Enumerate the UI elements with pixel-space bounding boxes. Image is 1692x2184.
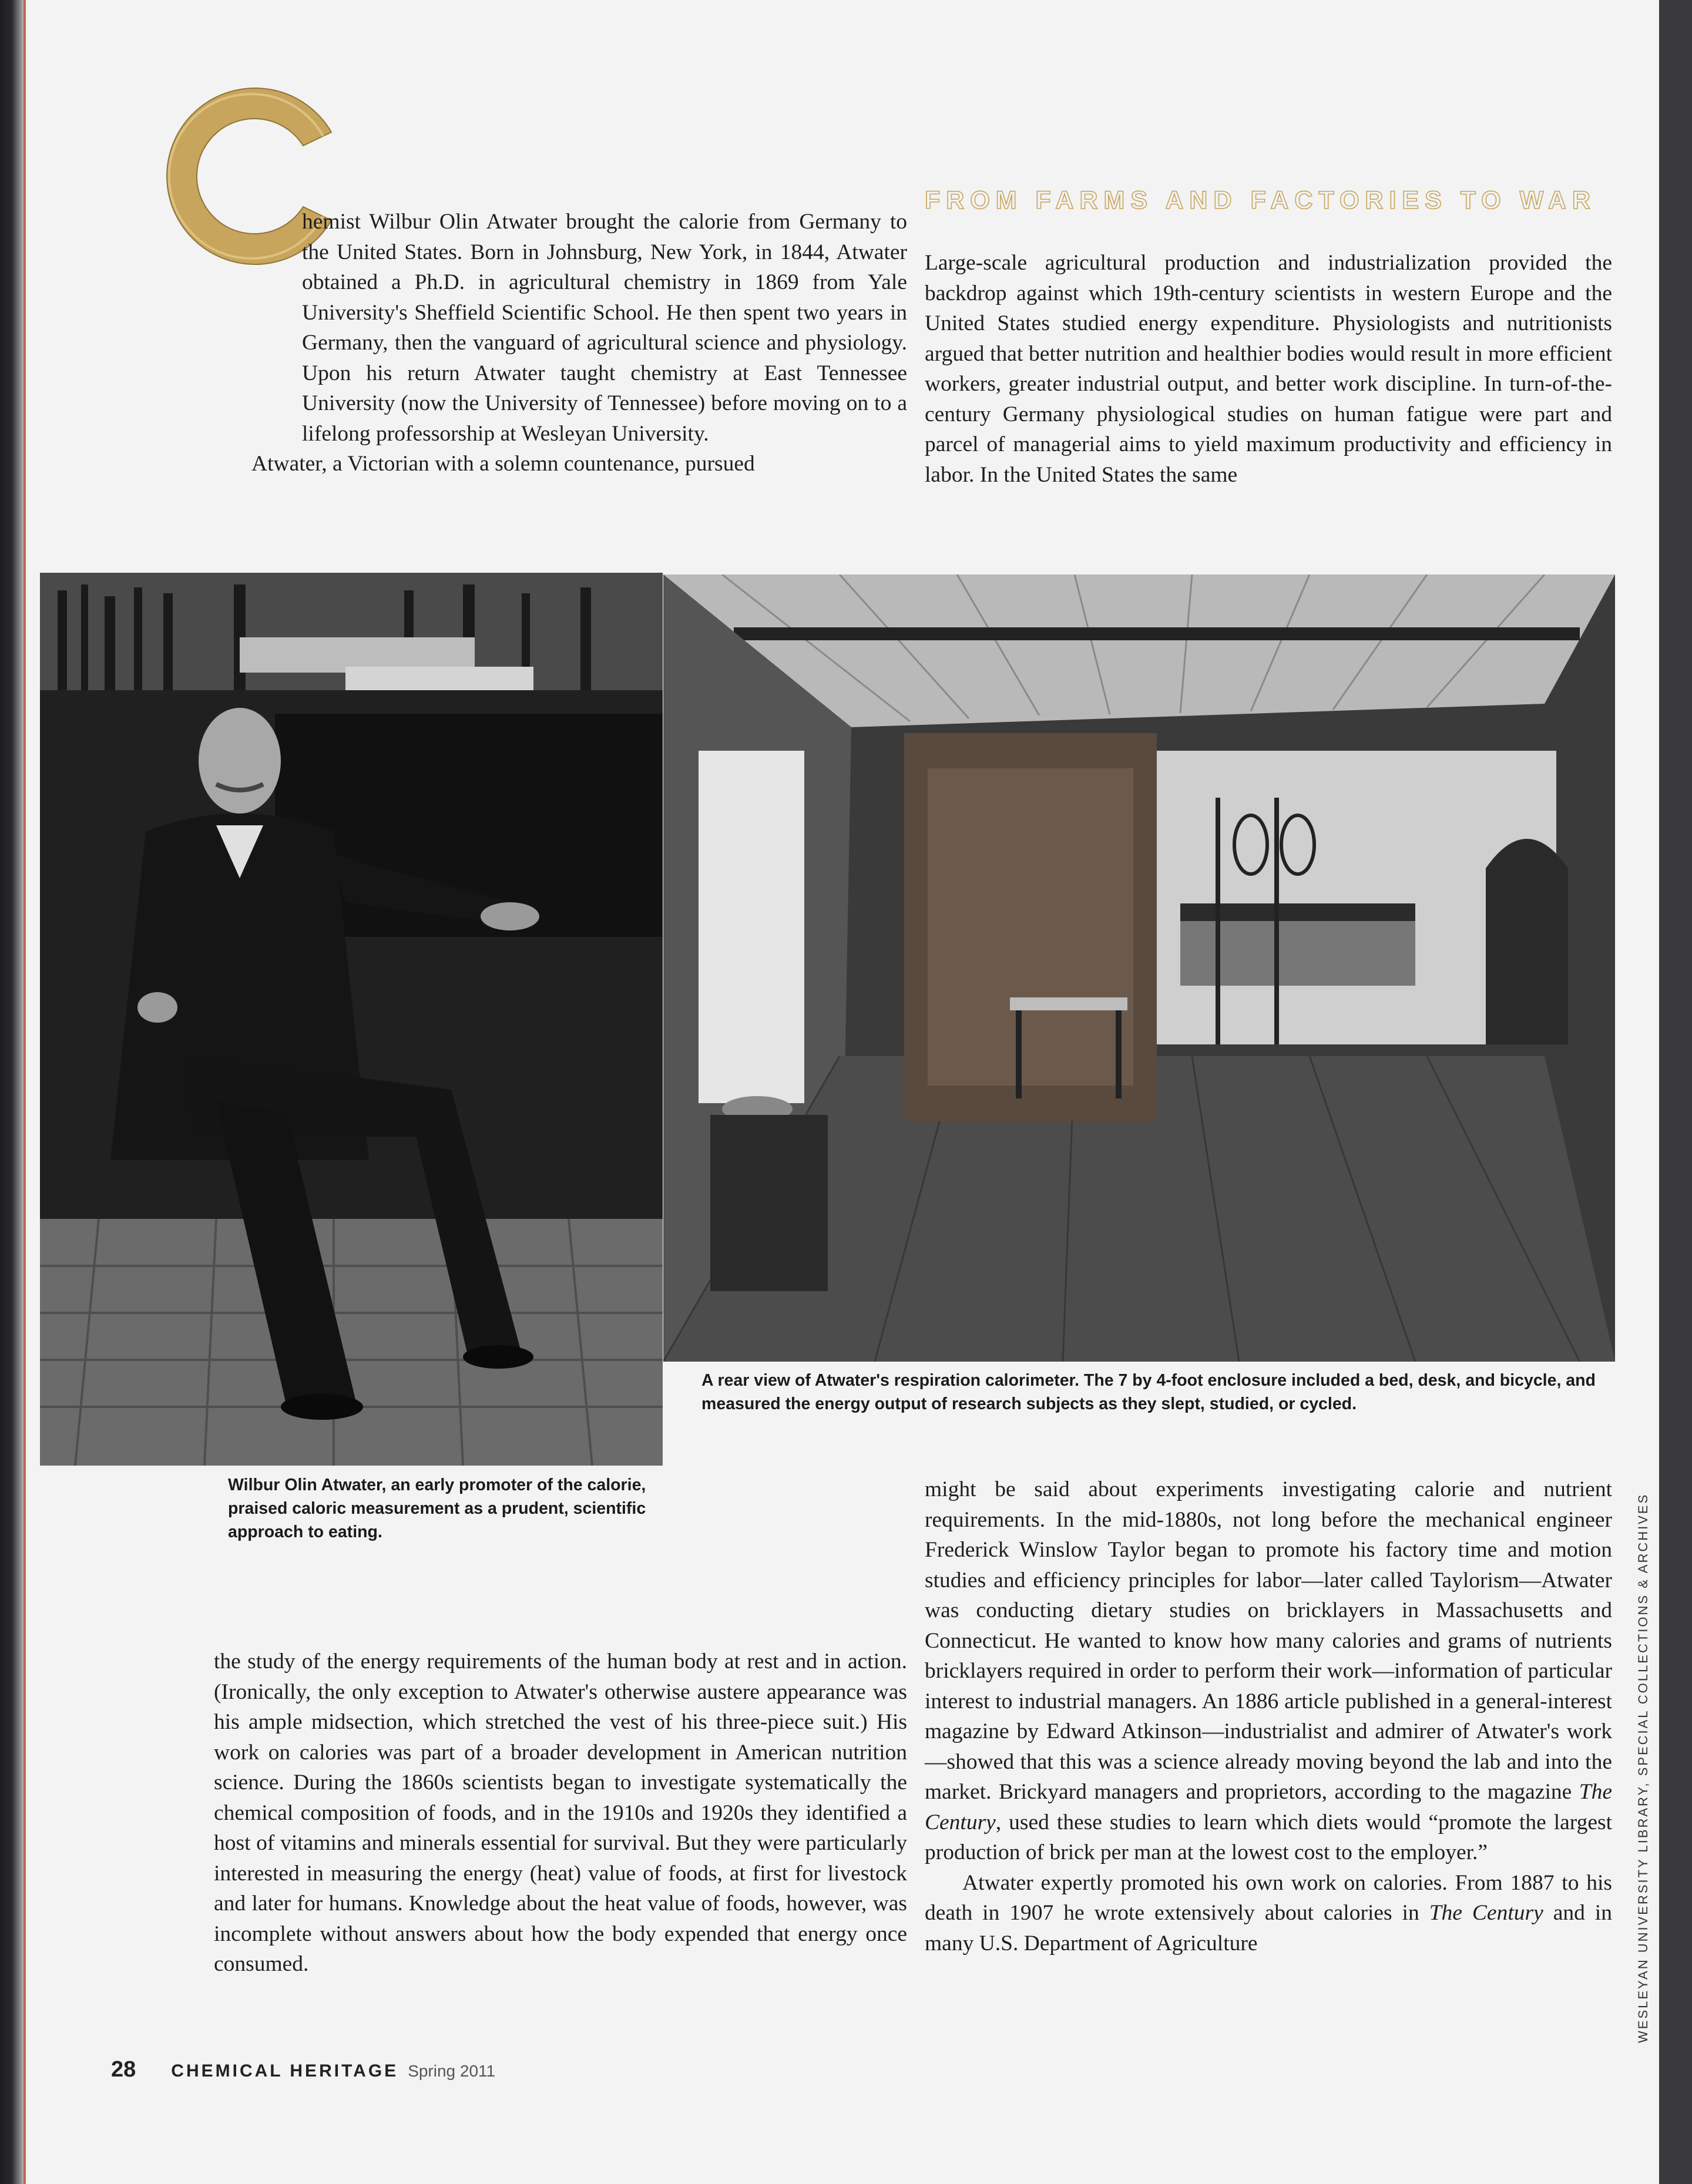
lab-photo-caption: A rear view of Atwater's respiration calorimeter. The 7 by 4-foot enclosure included a bed, desk, and bicycle, and measured the energy output of research subjects as they slept, studied, or cycled. [701,1371,1596,1413]
paragraph-text: Atwater expertly promoted his own work on calories. From 1887 to his death in 1907 he wrote extensively about calories in [925,1870,1612,1925]
column-top-right [925,248,1612,490]
magazine-name: CHEMICAL HERITAGE [171,2061,399,2081]
paragraph [214,207,907,449]
magazine-page [26,0,1659,2184]
page-number: 28 [111,2057,136,2082]
paragraph [925,1868,1612,1959]
atwater-portrait-photo [40,573,663,1466]
magazine-title: The Century [925,1780,1612,1834]
calorimeter-lab-photo [663,574,1615,1362]
column-bottom-left [214,1647,907,1980]
paragraph-text: might be said about experiments investigating calorie and nutrient requirements. In the mid-1880s, not long before the mechanical engineer Frederick Winslow Taylor began to promote his factory time and motion studies and efficiency principles for labor—later called Taylorism—Atwater was conducting dietary studies on bricklayers in Massachusetts and Connecticut. He wanted to know how many calories and grams of nutrients bricklayers required in order to perform their work—information of particular interest to industrial managers. An 1886 article published in a general-interest magazine by Edward Atkinson—industrialist and admirer of Atwater's work—showed that this was a science already moving beyond the lab and into the market. Brickyard managers and proprietors, according to the magazine [925,1477,1612,1804]
issue-date: Spring 2011 [408,2062,496,2080]
paragraph [925,1474,1612,1868]
portrait-photo-caption: Wilbur Olin Atwater, an early promoter of the calorie, praised caloric measurement as a prudent, scientific approach to eating. [228,1476,646,1541]
binding-spine [0,0,26,2184]
column-top-left [214,207,907,479]
page-footer [111,2057,495,2088]
paragraph: the study of the energy requirements of the human body at rest and in action. (Ironically, the only exception to Atwater's otherwise austere appearance was his ample midsection, which stretched the vest of his three-piece suit.) His work on calories was part of a broader development in American nutrition science. During the 1860s scientists began to investigate systematically the chemical composition of foods, and in the 1910s and 1920s they identified a host of vitamins and minerals essential for survival. But they were particularly interested in measuring the energy (heat) value of foods, at first for livestock and later for humans. Knowledge about the heat value of foods, however, was incomplete without answers about how the body expended that energy once consumed. [214,1649,907,1976]
photo-credit: WESLEYAN UNIVERSITY LIBRARY, SPECIAL COLLECTIONS & ARCHIVES [1636,1493,1650,2043]
paragraph-text: and in many U.S. Department of Agriculture [925,1901,1612,1955]
paragraph: Large-scale agricultural production and industrialization provided the backdrop against which 19th-century scientists in western Europe and the United States studied energy expenditure. Physiologists and nutritionists argued that better nutrition and healthier bodies would result in more efficient workers, greater industrial output, and better work discipline. In turn-of-the-century Germany physiological studies on human fatigue were part and parcel of managerial aims to yield maximum productivity and efficiency in labor. In the United States the same [925,251,1612,487]
paragraph-text: hemist Wilbur Olin Atwater brought the calorie from Germany to the United States. Born in Johnsburg, New York, in 1844, Atwater obtained a Ph.D. in agricultural chemistry in 1869 from Yale University's Sheffield Scientific School. He then spent two years in Germany, then the vanguard of agricultural science and physiology. Upon his return Atwater taught chemistry at East Tennessee University (now the University of Tennessee) before moving on to a lifelong professorship at Wesleyan University. [302,210,907,446]
paragraph-text: , used these studies to learn which diets would “promote the largest production of brick per man at the lowest cost to the employer.” [925,1810,1612,1864]
column-bottom-right [925,1474,1612,1958]
paragraph: Atwater, a Victorian with a solemn countenance, pursued [251,452,755,476]
magazine-title: The Century [1429,1901,1543,1925]
section-heading: FROM FARMS AND FACTORIES TO WAR [925,186,1596,214]
